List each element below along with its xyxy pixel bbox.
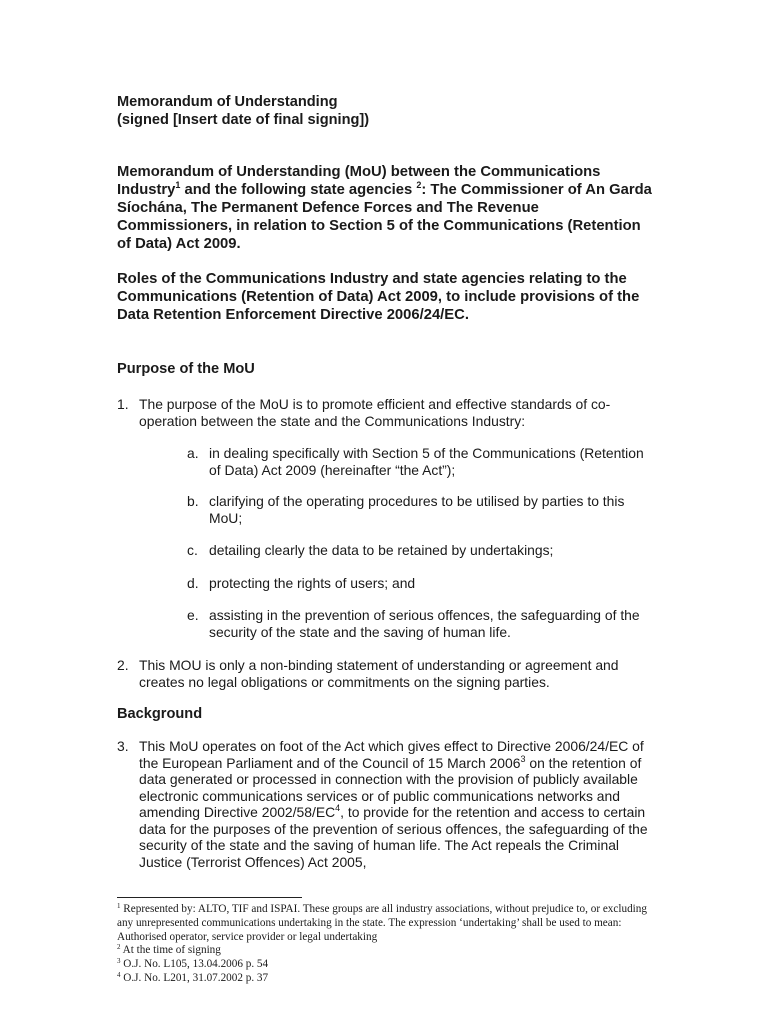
item-text: This MOU is only a non-binding statement of understanding or agreement and creates no legal obligations or commitments on the signing parties. bbox=[139, 657, 619, 690]
item-text bbox=[139, 738, 657, 870]
footnote-ref-2: 2 bbox=[416, 180, 422, 190]
sub-item-letter: e. bbox=[187, 607, 199, 623]
sub-item-e bbox=[187, 607, 657, 640]
footnote-text: O.J. No. L201, 31.07.2002 p. 37 bbox=[120, 971, 269, 984]
item3-text-3: , to provide for the retention and access to certain data for the purposes of the prevention of serious offences, the safeguarding of the security of the state and the saving of human life. The Act repeals the Criminal Justice (Terrorist Offences) Act 2005, bbox=[139, 804, 648, 870]
sub-item-text: assisting in the prevention of serious offences, the safeguarding of the security of the state and the saving of human life. bbox=[209, 607, 640, 640]
numbered-item-2 bbox=[117, 657, 657, 690]
sub-item-letter: b. bbox=[187, 493, 199, 509]
title-line-1: Memorandum of Understanding bbox=[117, 94, 338, 110]
document-title bbox=[117, 93, 657, 129]
title-line-2: (signed [Insert date of final signing]) bbox=[117, 112, 370, 128]
footnote-1 bbox=[117, 903, 657, 944]
footnote-text: Represented by: ALTO, TIF and ISPAI. These groups are all industry associations, without prejudice to, or excluding any unrepresented communications undertaking in the state. The expression ‘undertaking’ shall be used to mean: Authorised operator, service provider or legal undertaking bbox=[117, 903, 647, 943]
footnote-text: At the time of signing bbox=[120, 944, 221, 957]
sub-item-letter: d. bbox=[187, 575, 199, 591]
sub-item-text: protecting the rights of users; and bbox=[209, 575, 416, 591]
footnote-mark: 2 bbox=[117, 943, 121, 952]
sub-item-letter: c. bbox=[187, 542, 198, 558]
item3-text-2: on the retention of data generated or processed in connection with the provision of publicly available electronic communications services or of public communications networks and amending Directive 2002/58/EC bbox=[139, 754, 642, 820]
footnote-text: O.J. No. L105, 13.04.2006 p. 54 bbox=[120, 958, 269, 971]
sub-item-letter: a. bbox=[187, 445, 199, 461]
numbered-item-1 bbox=[117, 396, 657, 429]
footnote-2 bbox=[117, 944, 657, 958]
item-text: The purpose of the MoU is to promote efficient and effective standards of co-operation between the state and the Communications Industry: bbox=[139, 396, 611, 429]
sub-item-text: clarifying of the operating procedures to be utilised by parties to this MoU; bbox=[209, 493, 625, 526]
sub-item-b bbox=[187, 493, 657, 526]
sub-item-c bbox=[187, 542, 657, 559]
footnotes bbox=[117, 903, 657, 986]
numbered-item-3 bbox=[117, 738, 657, 870]
sub-item-d bbox=[187, 575, 657, 592]
footnote-ref-1: 1 bbox=[175, 180, 181, 190]
roles-paragraph: Roles of the Communications Industry and state agencies relating to the Communications (Retention of Data) Act 2009, to include provisions of the Data Retention Enforcement Directive 2006/24/EC. bbox=[117, 271, 640, 323]
footnote-mark: 1 bbox=[117, 902, 121, 910]
sub-item-text: in dealing specifically with Section 5 of the Communications (Retention of Data) Act 2009 (hereinafter “the Act”); bbox=[209, 445, 644, 478]
footnote-mark: 3 bbox=[117, 957, 121, 966]
sub-item-a bbox=[187, 445, 657, 478]
sub-item-text: detailing clearly the data to be retained by undertakings; bbox=[209, 542, 554, 558]
footnote-4 bbox=[117, 972, 657, 986]
intro-text-2: and the following state agencies bbox=[180, 182, 417, 198]
footnote-mark: 4 bbox=[117, 970, 121, 979]
footnote-divider bbox=[117, 897, 302, 898]
background-heading: Background bbox=[117, 706, 203, 722]
item3-text-1: This MoU operates on foot of the Act which gives effect to Directive 2006/24/EC of the European Parliament and of the Council of 15 March 2006 bbox=[139, 738, 644, 771]
intro-text-1: Memorandum of Understanding (MoU) between the Communications Industry bbox=[117, 164, 601, 198]
intro-paragraph bbox=[117, 163, 657, 253]
footnote-3 bbox=[117, 958, 657, 972]
item-number: 3. bbox=[117, 738, 129, 754]
item-number: 1. bbox=[117, 396, 129, 412]
intro-text-3: : The Commissioner of An Garda Síochána, The Permanent Defence Forces and The Revenue Commissioners, in relation to Section 5 of the Communications (Retention of Data) Act 2009. bbox=[117, 182, 652, 252]
footnote-ref-3: 3 bbox=[520, 753, 526, 764]
item-number: 2. bbox=[117, 657, 129, 673]
purpose-heading: Purpose of the MoU bbox=[117, 361, 255, 377]
footnote-ref-4: 4 bbox=[335, 803, 341, 813]
